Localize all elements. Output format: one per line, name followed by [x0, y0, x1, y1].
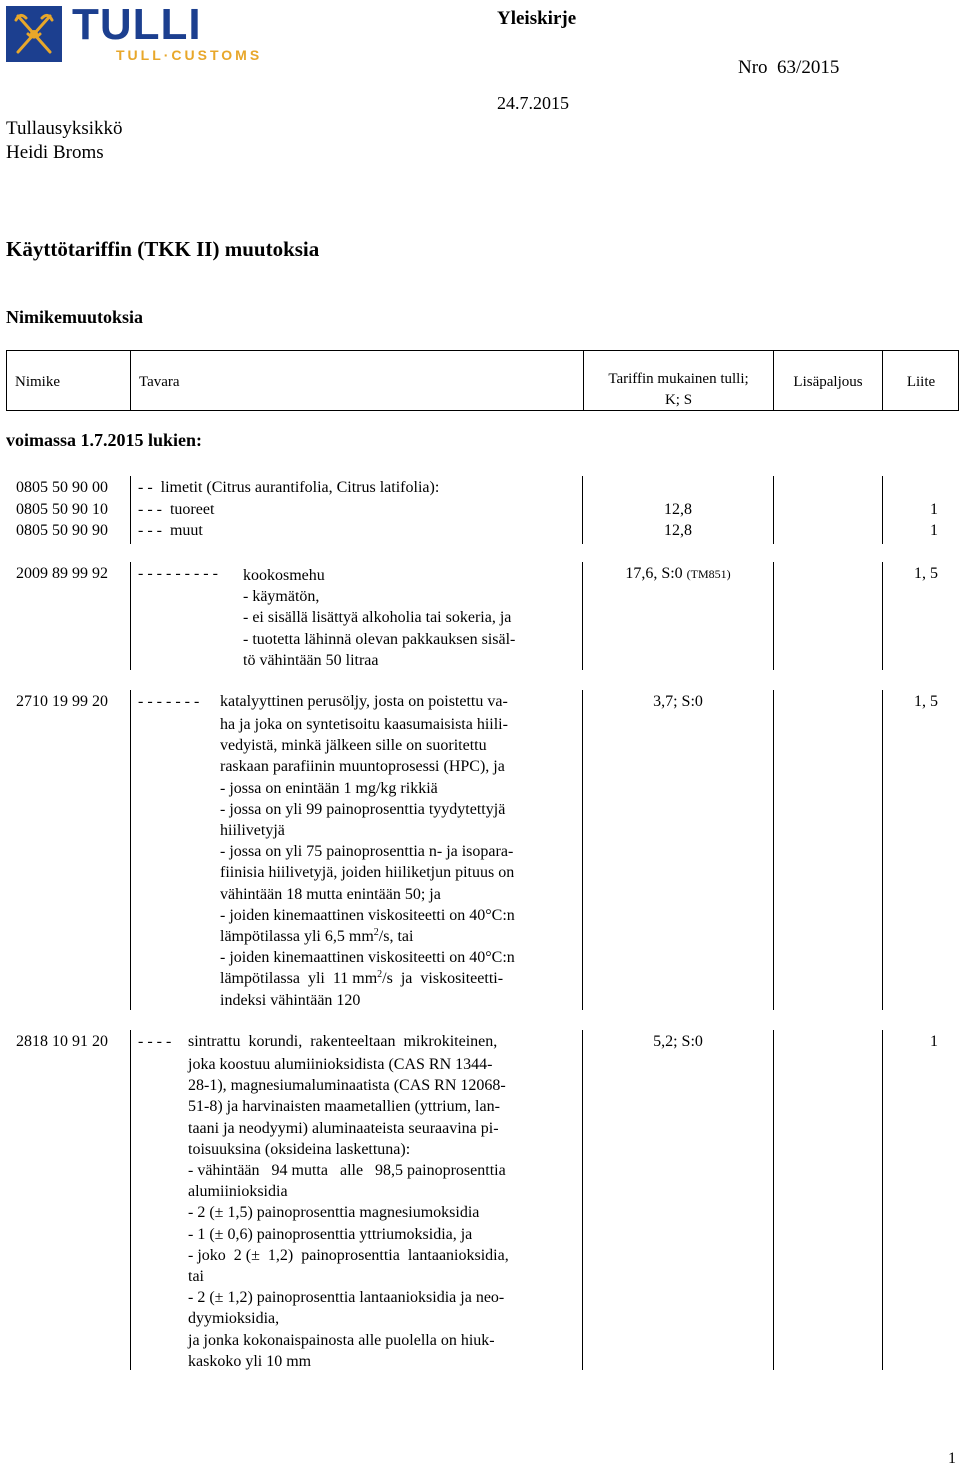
annex-ref: 1: [930, 1033, 938, 1050]
column-header-extra: Lisäpaljous: [793, 374, 863, 390]
goods-description: kookosmehu - käymätön, - ei sisällä lisättyä alkoholia tai sokeria, ja - tuotetta lähinnä olevan pakkauksen sisäl- tö vähintään 50 litraa: [243, 567, 516, 669]
annex-ref: 1, 5: [914, 565, 938, 582]
column-header-annex: Liite: [906, 374, 936, 390]
page-number: 1: [948, 1450, 956, 1467]
document-date: 24.7.2015: [497, 93, 569, 113]
tariff-code: 0805 50 90 10: [16, 501, 108, 518]
tariff-code: 0805 50 90 00: [16, 479, 108, 496]
tariff-code: 2009 89 99 92: [16, 565, 108, 582]
indent-dashes: - - - -: [138, 1033, 172, 1050]
validity-note: voimassa 1.7.2015 lukien:: [6, 430, 203, 450]
tull-customs-logo-text: TULL·CUSTOMS: [116, 47, 263, 63]
goods-description: joka koostuu alumiinioksidista (CAS RN 1344- 28-1), magnesiumaluminaatista (CAS RN 12068- 51-8) ja harvinaisten maametallien (yttrium, lan- taani ja neodyymi) aluminaateista seuraavina pi- toisuuksina (oksideina laskettuna): - vähintään 94 mutta alle 98,5 painoprosenttia alumiinioksidia - 2 (± 1,5) painoprosenttia magnesiumoksidia - 1 (± 0,6) painoprosenttia yttriumoksidia, ja - joko 2 (± 1,2) painoprosenttia lantaanioksidia, tai - 2 (± 1,2) painoprosenttia lantaanioksidia ja neo- dyymioksidia, ja jonka kokonaispainosta alle puolella on hiuk- kaskoko yli 10 mm: [188, 1056, 509, 1370]
sender-unit: Tullausyksikkö: [6, 118, 123, 139]
column-header-code: Nimike: [15, 374, 60, 390]
goods-description: - - limetit (Citrus aurantifolia, Citrus latifolia):: [138, 479, 440, 496]
goods-description: - - - muut: [138, 522, 203, 539]
duty-rate: 3,7; S:0: [653, 693, 703, 710]
annex-ref: 1: [930, 522, 938, 539]
annex-ref: 1, 5: [914, 693, 938, 710]
annex-ref: 1: [930, 501, 938, 518]
document-number: Nro 63/2015: [738, 57, 840, 78]
sender-name: Heidi Broms: [6, 142, 104, 163]
column-header-duty-unit: K; S: [664, 392, 693, 408]
page-title: Käyttötariffin (TKK II) muutoksia: [6, 237, 320, 261]
tariff-code: 2818 10 91 20: [16, 1033, 108, 1050]
goods-description-first-line: sintrattu korundi, rakenteeltaan mikrokiteinen,: [188, 1033, 498, 1050]
column-header-goods: Tavara: [139, 374, 180, 390]
tariff-code: 0805 50 90 90: [16, 522, 108, 539]
section-subtitle: Nimikemuutoksia: [6, 307, 144, 327]
tulli-logo-text: TULLI: [72, 0, 202, 49]
tariff-code: 2710 19 99 20: [16, 693, 108, 710]
duty-rate: 12,8: [664, 522, 692, 539]
column-header-duty: Tariffin mukainen tulli;: [608, 371, 749, 387]
duty-rate: 12,8: [664, 501, 692, 518]
customs-emblem-logo: [6, 6, 62, 62]
table-header: [6, 350, 959, 411]
duty-rate: 17,6, S:0 (TM851): [625, 565, 731, 582]
goods-description: ha ja joka on syntetisoitu kaasumaisista hiili- vedyistä, minkä jälkeen sille on suoritettu raskaan parafiinin muuntoprosessi (HPC), ja - jossa on enintään 1 mg/kg rikkiä - jossa on yli 99 painoprosenttia tyydytettyjä hiilivetyjä - jossa on yli 75 painoprosenttia n- ja isopara- fiinisia hiilivetyjä, joiden hiiliketjun pituus on vähintään 18 mutta enintään 50; ja - joiden kinemaattinen viskositeetti on 40°C:n lämpötilassa yli 6,5 $mm^2/s$, tai - joiden kinemaattinen viskositeetti on 40°C:n lämpötilassa yli 11 $mm^2/s$ ja viskositeetti- indeksi vähintään 120: [220, 716, 515, 1009]
indent-dashes: - - - - - - -: [138, 693, 200, 710]
goods-description: - - - tuoreet: [138, 501, 215, 518]
document-type: Yleiskirje: [497, 8, 577, 29]
duty-rate: 5,2; S:0: [653, 1033, 703, 1050]
indent-dashes: - - - - - - - - -: [138, 565, 218, 582]
goods-description-first-line: katalyyttinen perusöljy, josta on poistettu va-: [220, 693, 508, 710]
